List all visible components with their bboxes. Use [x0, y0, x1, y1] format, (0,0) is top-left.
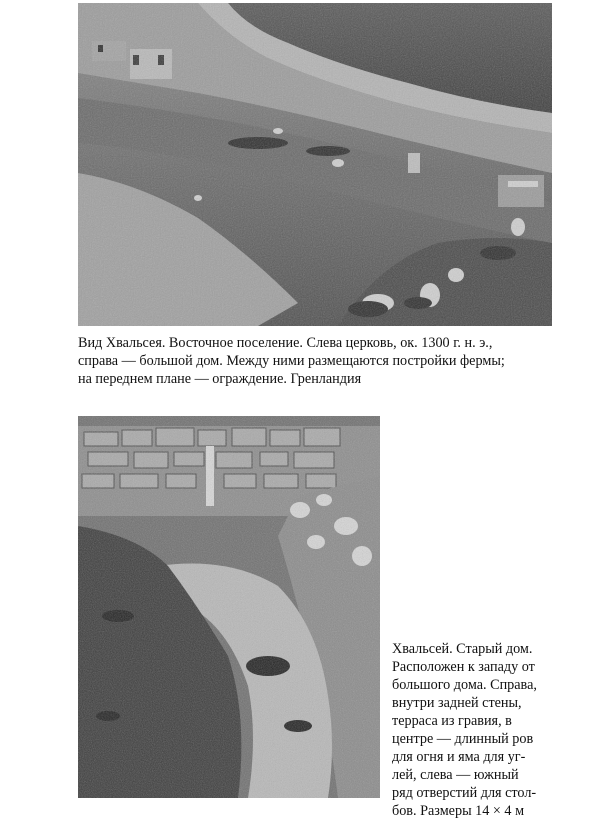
caption-line: ряд отверстий для стол-: [392, 785, 537, 801]
caption-line: на переднем плане — ограждение. Гренландия: [78, 371, 362, 387]
landscape-photo-top: [78, 3, 552, 326]
excavation-photo-bottom: [78, 416, 380, 798]
caption-line: центре — длинный ров: [392, 731, 534, 747]
caption-line: для огня и яма для уг-: [392, 749, 526, 765]
caption-line: Вид Хвальсея. Восточное поселение. Слева церковь, ок. 1300 г. н. э.,: [78, 335, 493, 351]
photo-old-house: [78, 416, 380, 798]
photo-hvalsey-view: [78, 3, 552, 326]
caption-line: лей, слева — южный: [392, 767, 519, 783]
caption-line: большого дома. Справа,: [392, 677, 537, 693]
caption-line: Хвальсей. Старый дом.: [392, 641, 533, 657]
caption-line: справа — большой дом. Между ними размещаются постройки фермы;: [78, 353, 505, 369]
caption-old-house: [392, 640, 560, 820]
caption-line: терраса из гравия, в: [392, 713, 512, 729]
caption-line: внутри задней стены,: [392, 695, 522, 711]
caption-hvalsey-view: [78, 334, 558, 388]
caption-line: бов. Размеры 14 × 4 м: [392, 803, 525, 819]
caption-line: Расположен к западу от: [392, 659, 535, 675]
